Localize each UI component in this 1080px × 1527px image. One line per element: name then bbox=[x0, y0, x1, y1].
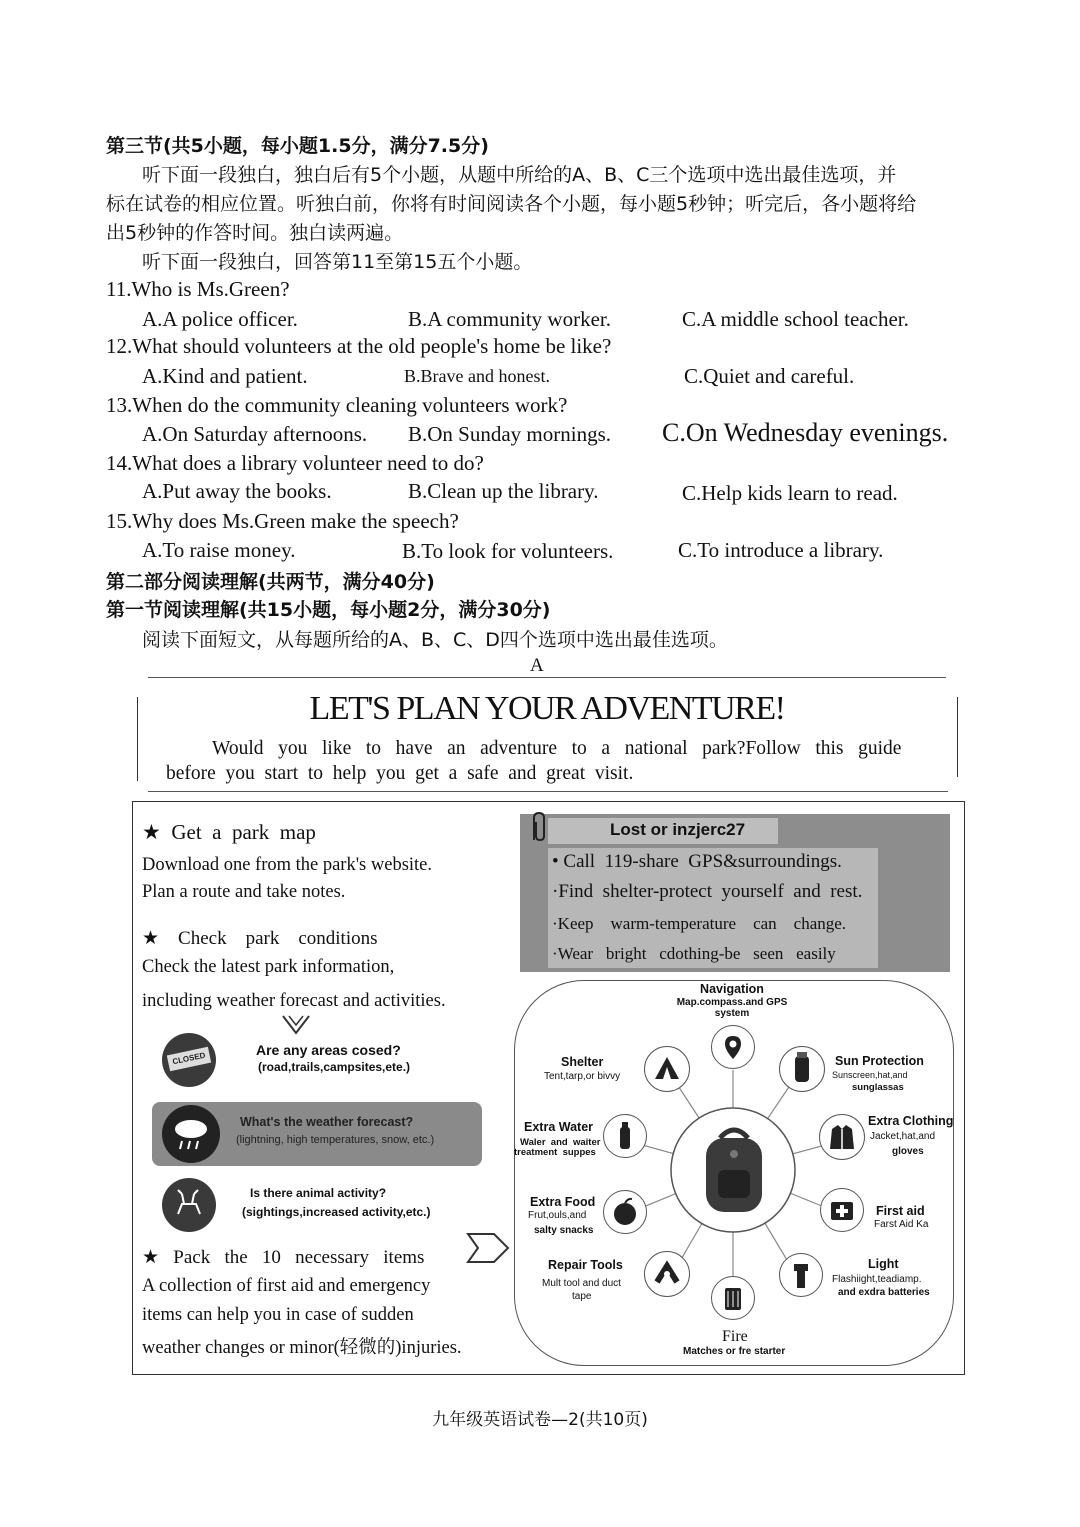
shelter-desc: Tent,tarp,or bivvy bbox=[544, 1071, 621, 1082]
paperclip-icon bbox=[526, 810, 554, 846]
extra-water-desc: treatment suppes bbox=[514, 1147, 596, 1158]
option-c: C.To introduce a library. bbox=[678, 538, 884, 562]
repair-tools-desc: tape bbox=[572, 1291, 592, 1302]
option-a: A.Kind and patient. bbox=[142, 364, 308, 388]
option-b: B.To look for volunteers. bbox=[402, 539, 614, 563]
instruction-line: 听下面一段独白，回答第11至第15五个小题。 bbox=[142, 251, 533, 273]
check-line: including weather forecast and activities. bbox=[142, 991, 446, 1011]
option-c: C.Help kids learn to read. bbox=[682, 481, 898, 505]
passage-letter: A bbox=[530, 655, 544, 676]
map-line: Download one from the park's website. bbox=[142, 855, 433, 875]
multitool-icon bbox=[644, 1251, 690, 1297]
weather-sub: (lightning, high temperatures, snow, etc.) bbox=[236, 1134, 435, 1146]
question-15: 15.Why does Ms.Green make the speech? bbox=[106, 509, 459, 533]
lost-line: ·Wear bright cdothing-be seen easily bbox=[552, 944, 836, 963]
extra-water-label: Extra Water bbox=[524, 1120, 594, 1134]
extra-food-label: Extra Food bbox=[530, 1195, 596, 1209]
deer-icon bbox=[162, 1178, 216, 1232]
map-line: Plan a route and take notes. bbox=[142, 882, 346, 902]
option-c: C.On Wednesday evenings. bbox=[662, 418, 949, 447]
divider bbox=[148, 677, 946, 678]
passage-title: LET'S PLAN YOUR ADVENTURE! bbox=[309, 690, 785, 727]
part2-instruction: 阅读下面短文，从每题所给的A、B、C、D四个选项中选出最佳选项。 bbox=[142, 629, 728, 651]
fire-desc: Matches or fre starter bbox=[683, 1346, 786, 1357]
repair-tools-label: Repair Tools bbox=[548, 1258, 623, 1272]
sun-protection-label: Sun Protection bbox=[835, 1054, 924, 1068]
jacket-icon bbox=[819, 1114, 865, 1160]
first-aid-icon bbox=[820, 1188, 864, 1232]
light-desc: Flashiight,teadiamp. bbox=[832, 1274, 922, 1285]
check-conditions-heading: ★ Check park conditions bbox=[142, 928, 378, 949]
first-aid-label: First aid bbox=[876, 1204, 925, 1218]
sun-protection-desc: sunglassas bbox=[852, 1082, 904, 1093]
backpack-icon bbox=[692, 1120, 776, 1220]
extra-water-desc: Waler and waiter bbox=[520, 1137, 601, 1148]
instruction-line: 听下面一段独白，独白后有5个小题，从题中所给的A、B、C三个选项中选出最佳选项，并 bbox=[142, 164, 897, 186]
repair-tools-desc: Mult tool and duct bbox=[542, 1278, 621, 1289]
frame-right bbox=[957, 697, 958, 777]
question-12: 12.What should volunteers at the old people's home be like? bbox=[106, 334, 612, 358]
chevron-down-icon bbox=[280, 1013, 312, 1039]
animal-question: Is there animal activity? bbox=[250, 1186, 387, 1200]
navigation-desc: Map.compass.and GPS system bbox=[676, 997, 788, 1019]
shelter-label: Shelter bbox=[561, 1055, 604, 1069]
extra-food-desc: salty snacks bbox=[534, 1225, 594, 1236]
option-b: B.A community worker. bbox=[408, 307, 611, 331]
apple-icon bbox=[603, 1190, 647, 1234]
option-a: A.On Saturday afternoons. bbox=[142, 422, 368, 446]
extra-clothing-desc: Jacket,hat,and bbox=[870, 1131, 936, 1142]
option-a: A.To raise money. bbox=[142, 538, 296, 562]
pack-line: weather changes or minor(轻微的)injuries. bbox=[142, 1338, 462, 1358]
option-c: C.Quiet and careful. bbox=[684, 364, 855, 388]
closed-sign-icon: CLOSED bbox=[162, 1033, 216, 1087]
option-c: C.A middle school teacher. bbox=[682, 307, 909, 331]
check-line: Check the latest park information, bbox=[142, 957, 395, 977]
flashlight-icon bbox=[779, 1253, 823, 1297]
matchbox-icon bbox=[711, 1276, 755, 1320]
option-a: A.A police officer. bbox=[142, 307, 298, 331]
sun-protection-desc: Sunscreen,hat,and bbox=[832, 1070, 908, 1080]
pack-line: items can help you in case of sudden bbox=[142, 1305, 414, 1325]
instruction-line: 标在试卷的相应位置。听独白前，你将有时间阅读各个小题，每小题5秒钟；听完后，各小题将给 bbox=[106, 193, 917, 215]
lost-line: ·Find shelter-protect yourself and rest. bbox=[552, 881, 863, 902]
navigation-label: Navigation bbox=[700, 982, 764, 996]
lost-title: Lost or inzjerc27 bbox=[610, 820, 746, 839]
lost-line: ·Keep warm-temperature can change. bbox=[552, 914, 847, 933]
option-b: B.Brave and honest. bbox=[404, 366, 550, 386]
instruction-line: 出5秒钟的作答时间。独白读两遍。 bbox=[106, 222, 404, 244]
light-desc: and exdra batteries bbox=[838, 1287, 930, 1298]
rain-cloud-icon bbox=[162, 1105, 220, 1163]
closed-question: Are any areas cosed? bbox=[256, 1042, 401, 1058]
option-b: B.Clean up the library. bbox=[408, 479, 599, 503]
light-label: Light bbox=[868, 1257, 899, 1271]
option-b: B.On Sunday mornings. bbox=[408, 422, 612, 446]
animal-sub: (sightings,increased activity,etc.) bbox=[242, 1205, 431, 1219]
pack-line: A collection of first aid and emergency bbox=[142, 1276, 431, 1296]
extra-clothing-label: Extra Clothing bbox=[868, 1114, 954, 1128]
compass-pin-icon bbox=[711, 1025, 755, 1069]
fire-label: Fire bbox=[722, 1328, 748, 1345]
extra-clothing-desc: gloves bbox=[892, 1146, 924, 1157]
page-footer: 九年级英语试卷—2(共10页) bbox=[432, 1410, 648, 1430]
option-a: A.Put away the books. bbox=[142, 479, 332, 503]
question-14: 14.What does a library volunteer need to do? bbox=[106, 451, 484, 475]
extra-food-desc: Frut,ouls,and bbox=[528, 1210, 587, 1221]
section3-title: 第三节(共5小题，每小题1.5分，满分7.5分) bbox=[106, 135, 489, 157]
part2-title: 第二部分阅读理解(共两节，满分40分) bbox=[106, 571, 435, 593]
closed-sub: (road,trails,campsites,ete.) bbox=[258, 1060, 411, 1074]
divider bbox=[148, 791, 948, 792]
first-aid-desc: Farst Aid Ka bbox=[874, 1219, 929, 1230]
tent-icon bbox=[644, 1046, 690, 1092]
pack-heading: ★ Pack the 10 necessary items bbox=[142, 1247, 425, 1268]
get-map-heading: ★ Get a park map bbox=[142, 820, 316, 844]
weather-question: What's the weather forecast? bbox=[240, 1115, 414, 1129]
sunscreen-icon bbox=[779, 1046, 825, 1092]
lost-line: • Call 119-share GPS&surroundings. bbox=[552, 851, 842, 872]
question-13: 13.When do the community cleaning volunteers work? bbox=[106, 393, 568, 417]
water-bottle-icon bbox=[603, 1114, 647, 1158]
question-11: 11.Who is Ms.Green? bbox=[106, 277, 290, 301]
arrow-right-icon bbox=[464, 1228, 512, 1268]
passage-intro: before you start to help you get a safe and great visit. bbox=[166, 763, 634, 784]
passage-intro: Would you like to have an adventure to a national park?Follow this guide bbox=[212, 738, 902, 759]
part2-section1-title: 第一节阅读理解(共15小题，每小题2分，满分30分) bbox=[106, 599, 551, 621]
